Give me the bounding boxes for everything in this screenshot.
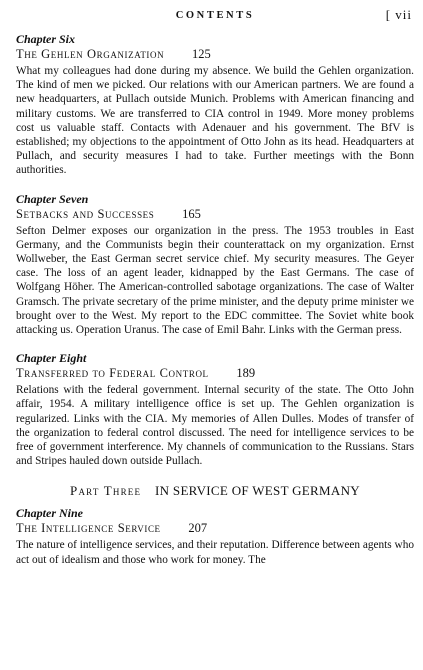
chapter-page-number: 207	[188, 521, 208, 536]
chapter-title-line	[16, 520, 414, 536]
chapter-title: The Intelligence Service	[16, 521, 161, 536]
chapter-label: Chapter Eight	[16, 351, 87, 366]
chapter-summary: Relations with the federal government. Internal security of the state. The Otto John affair, 1954. A military intelligence office is set up. The Gehlen organization is regularized. Links with the CIA. My memories of Allen Dulles. Modes of transfer of the organization to federal control discussed. The need for intelligence services to be free of government interference. My channels of communication to the Russians. Stars and Stripes hauled down outside Pullach.	[16, 384, 414, 468]
chapter-entry	[16, 351, 414, 468]
chapter-label: Chapter Nine	[16, 506, 84, 521]
chapter-summary: Sefton Delmer exposes our organization in the press. The 1953 troubles in East Germany, and the Communists begin their counterattack on my organization. Ernst Wollweber, the East German secret service chief. My security measures. The Geyer case. The loss of an agent leader, kidnapped by the East Germans. The case of Wolfgang Höher. The American-controlled sabotage organizations. The case of Walter Gramsch. The private secretary of the prime minister, and the deputy prime minister we brought over to the West. My report to the EDC committee. The Soviet white book attacking us. Operation Uranus. The case of Emil Bahr. Links with the German press.	[16, 224, 414, 337]
chapter-page-number: 165	[182, 206, 201, 221]
part-heading	[16, 482, 414, 500]
running-header-title: CONTENTS	[175, 10, 255, 21]
contents-page	[16, 6, 414, 567]
chapter-page-number: 189	[236, 366, 256, 381]
chapter-entry	[16, 506, 414, 566]
chapter-label: Chapter Six	[16, 32, 76, 46]
chapter-title-line	[16, 206, 414, 222]
chapter-entry	[16, 192, 414, 338]
part-label: Part Three	[70, 483, 142, 499]
chapter-page-number: 125	[191, 47, 211, 61]
chapter-summary: The nature of intelligence services, and their reputation. Difference between agents who act out of idealism and those who work for money. The	[16, 539, 414, 566]
chapter-entry	[16, 32, 414, 178]
part-title: IN SERVICE OF WEST GERMANY	[155, 483, 360, 499]
chapter-title: Transferred to Federal Control	[16, 366, 209, 381]
chapter-title-line	[16, 365, 414, 381]
chapter-title: The Gehlen Organization	[16, 47, 165, 61]
page-folio: [ vii	[385, 7, 412, 22]
chapter-title-line	[16, 46, 414, 62]
chapter-title: Setbacks and Successes	[16, 206, 155, 221]
chapter-label: Chapter Seven	[16, 191, 89, 206]
running-header	[16, 6, 414, 26]
chapter-summary: What my colleagues had done during my absence. We build the Gehlen organization. The kind of men we picked. Our relations with our American partners. We are found a new headquarters, at Pullach outside Munich. Problems with American financing and military customs. We are transferred to CIA control in 1949. More money problems cost us valuable staff. Contacts with Adenauer and his government. The BfV is established; my objections to the appointment of Otto John as its head. Headquarters at Pullach, and security measures I had to take. Further meetings with the Bonn authorities.	[16, 65, 414, 177]
